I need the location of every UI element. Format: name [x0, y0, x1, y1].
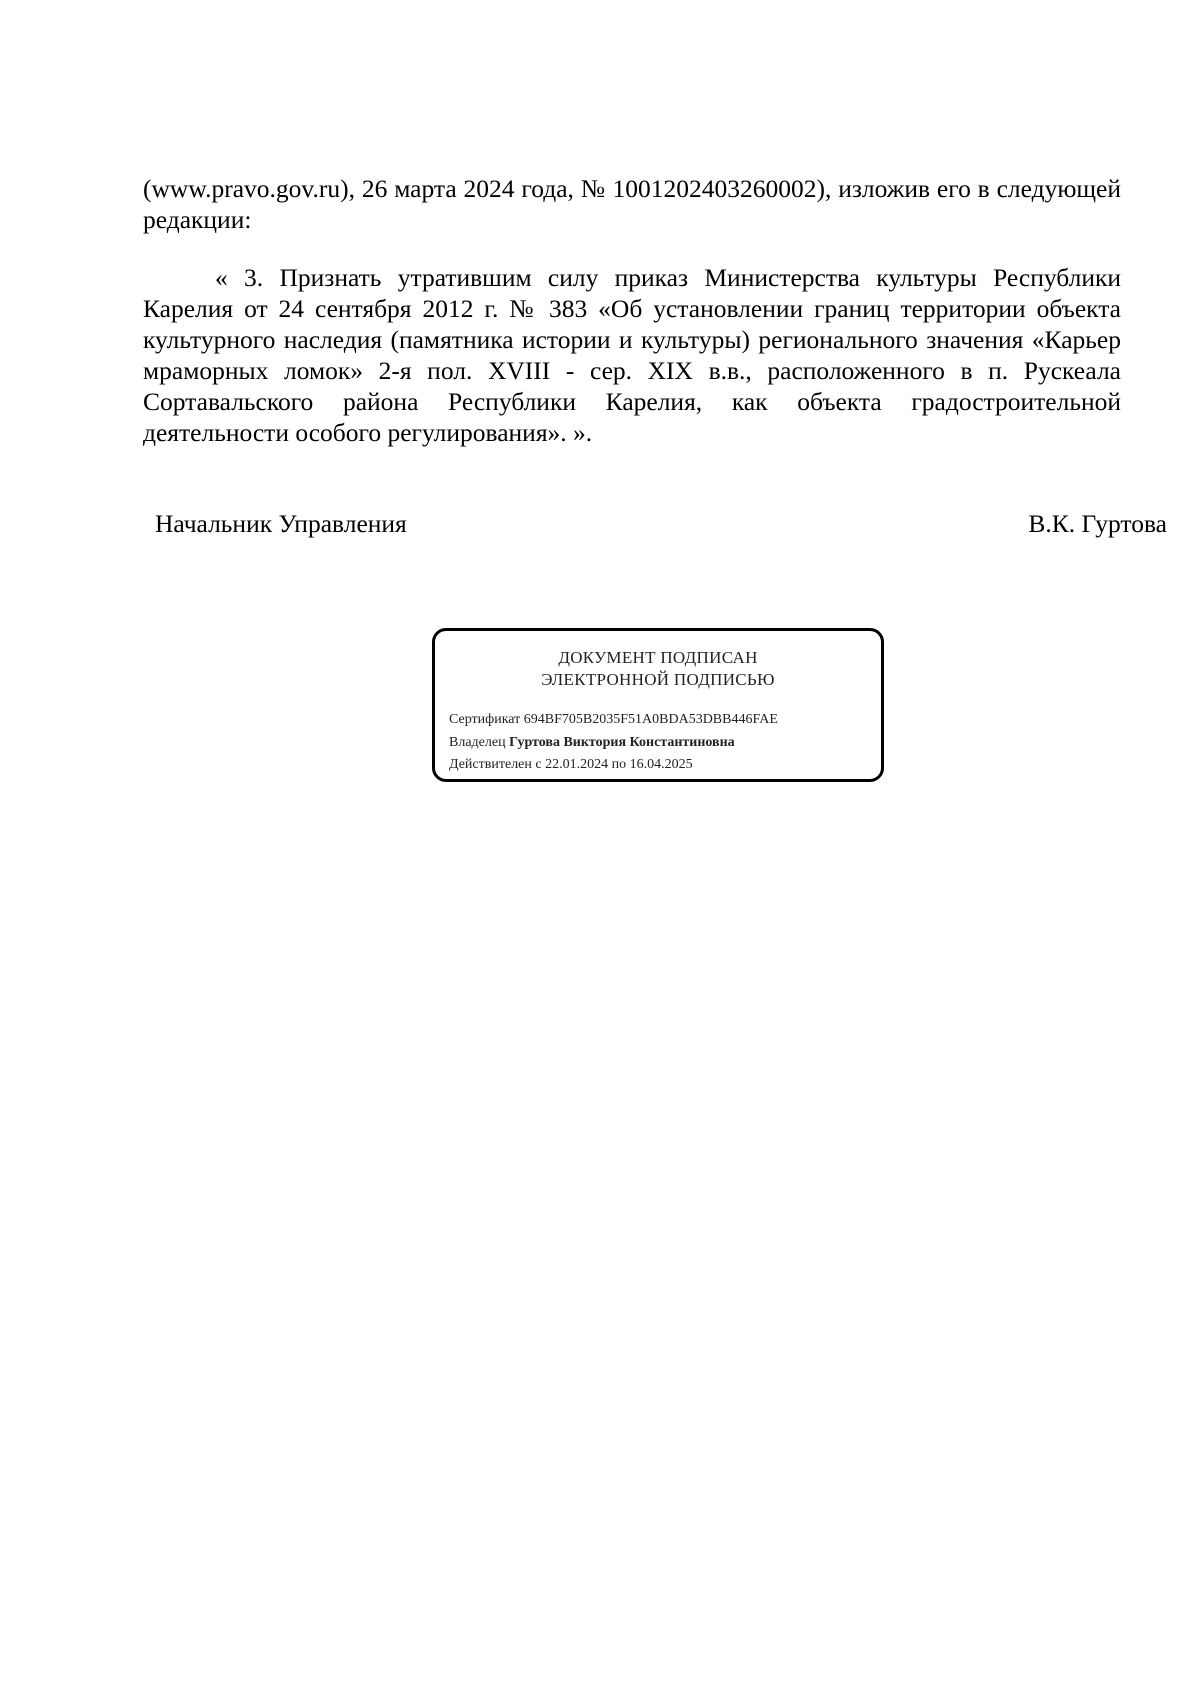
- certificate-value: 694BF705B2035F51A0BDA53DBB446FAE: [523, 712, 778, 727]
- owner-value: Гуртова Виктория Константиновна: [509, 735, 735, 750]
- validity-label: Действителен: [449, 757, 532, 772]
- stamp-title-line-2: ЭЛЕКТРОННОЙ ПОДПИСЬЮ: [541, 670, 775, 689]
- certificate-label: Сертификат: [449, 712, 521, 727]
- validity-from: 22.01.2024: [545, 757, 609, 772]
- signatory-name: В.К. Гуртова: [1028, 509, 1167, 538]
- validity-from-label: с: [535, 757, 542, 772]
- paragraph-amendment: « 3. Признать утратившим силу приказ Министерства культуры Республики Карелия от 24 сентября 2012 г. № 383 «Об установлении границ территории объекта культурного наследия (памятника истории и культуры) регионального значения «Карьер мраморных ломок» 2-я пол. XVIII - сер. XIX в.в., расположенного в п. Рускеала Сортавальского района Республики Карелия, как объекта градостроительной деятельности особого регулирования». ».: [143, 263, 1121, 447]
- validity-to: 16.04.2025: [629, 757, 693, 772]
- validity-to-label: по: [611, 757, 627, 772]
- paragraph-continuation: (www.pravo.gov.ru), 26 марта 2024 года, № 1001202403260002), изложив его в следующей редакции:: [143, 174, 1121, 234]
- stamp-certificate-line: [449, 710, 778, 730]
- signatory-position: Начальник Управления: [155, 509, 407, 538]
- stamp-validity-line: [449, 755, 693, 775]
- owner-label: Владелец: [449, 735, 506, 750]
- stamp-title-line-1: ДОКУМЕНТ ПОДПИСАН: [558, 648, 758, 667]
- stamp-owner-line: [449, 733, 735, 753]
- electronic-signature-stamp: [432, 628, 884, 782]
